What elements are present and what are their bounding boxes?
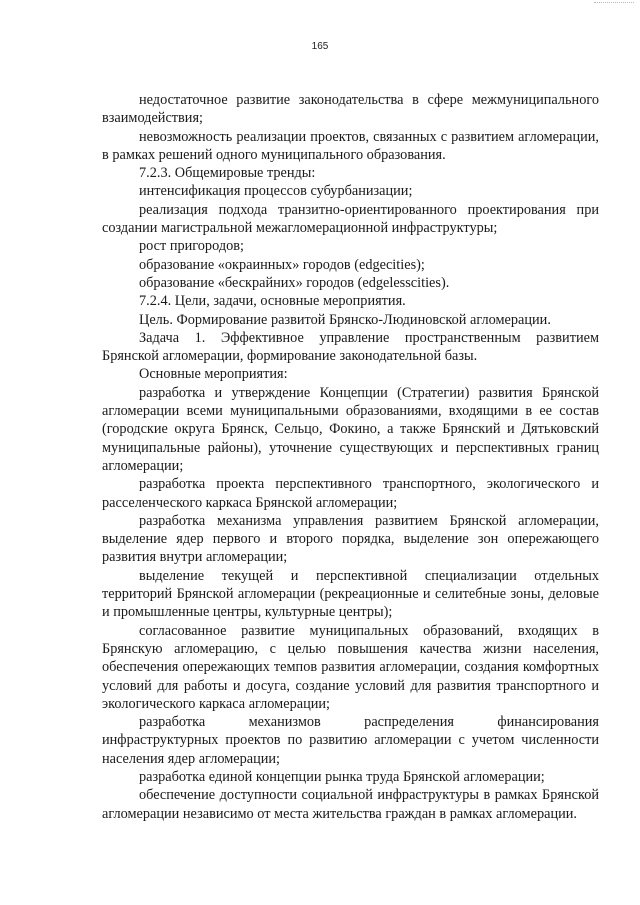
- list-item: разработка механизма управления развитием Брянской агломерации, выделение ядер первого и второго порядка, выделение зон опережающего развития внутри агломерации;: [102, 512, 599, 566]
- goal-statement: Цель. Формирование развитой Брянско-Людиновской агломерации.: [139, 311, 551, 328]
- list-item: разработка проекта перспективного транспортного, экологического и расселенческого каркаса Брянской агломерации;: [102, 476, 599, 511]
- list-item: реализация подхода транзитно-ориентированного проектирования при создании магистральной межагломерационной инфраструктуры;: [102, 201, 599, 237]
- section-heading: 7.2.3. Общемировые тренды:: [139, 165, 316, 182]
- scan-artifact: [594, 2, 634, 5]
- list-item: рост пригородов;: [139, 238, 244, 255]
- list-item: разработка механизмов распределения финансирования инфраструктурных проектов по развитию агломерации с учетом численности населения ядер агломерации;: [102, 714, 599, 767]
- list-item: интенсификация процессов субурбанизации;: [139, 183, 413, 200]
- list-item: образование «окраинных» городов (edgecities);: [139, 256, 425, 273]
- list-item: выделение текущей и перспективной специализации отдельных территорий Брянской агломерации (рекреационные и селитебные зоны, деловые и промышленные центры, культурные центры);: [102, 567, 599, 621]
- list-item: разработка единой концепции рынка труда Брянской агломерации;: [139, 768, 545, 785]
- section-heading: 7.2.4. Цели, задачи, основные мероприятия.: [139, 293, 406, 310]
- list-item: образование «бескрайних» городов (edgelesscities).: [139, 274, 450, 291]
- paragraph: недостаточное развитие законодательства в сфере межмуниципального взаимодействия;: [102, 92, 599, 127]
- paragraph: невозможность реализации проектов, связанных с развитием агломерации, в рамках решений одного муниципального образования.: [102, 128, 599, 163]
- list-item: обеспечение доступности социальной инфраструктуры в рамках Брянской агломерации независимо от места жительства граждан в рамках агломерации.: [102, 787, 599, 822]
- list-heading: Основные мероприятия:: [139, 366, 288, 383]
- page-number: 165: [311, 41, 329, 52]
- list-item: разработка и утверждение Концепции (Стратегии) развития Брянской агломерации всеми муниципальными образованиями, входящими в ее состав (городские округа Брянск, Сельцо, Фокино, а также Брянский и Дятьковский муниципальные районы), уточнение существующих и перспективных границ агломерации;: [102, 384, 599, 474]
- task-statement: Задача 1. Эффективное управление пространственным развитием Брянской агломерации, формирование законодательной базы.: [102, 329, 599, 365]
- list-item: согласованное развитие муниципальных образований, входящих в Брянскую агломерацию, с целью повышения качества жизни населения, обеспечения опережающих темпов развития агломерации, создания комфортных условий для работы и досуга, создание условий для развития транспортного и экологического каркаса агломерации;: [102, 622, 599, 712]
- body-text: [102, 91, 599, 823]
